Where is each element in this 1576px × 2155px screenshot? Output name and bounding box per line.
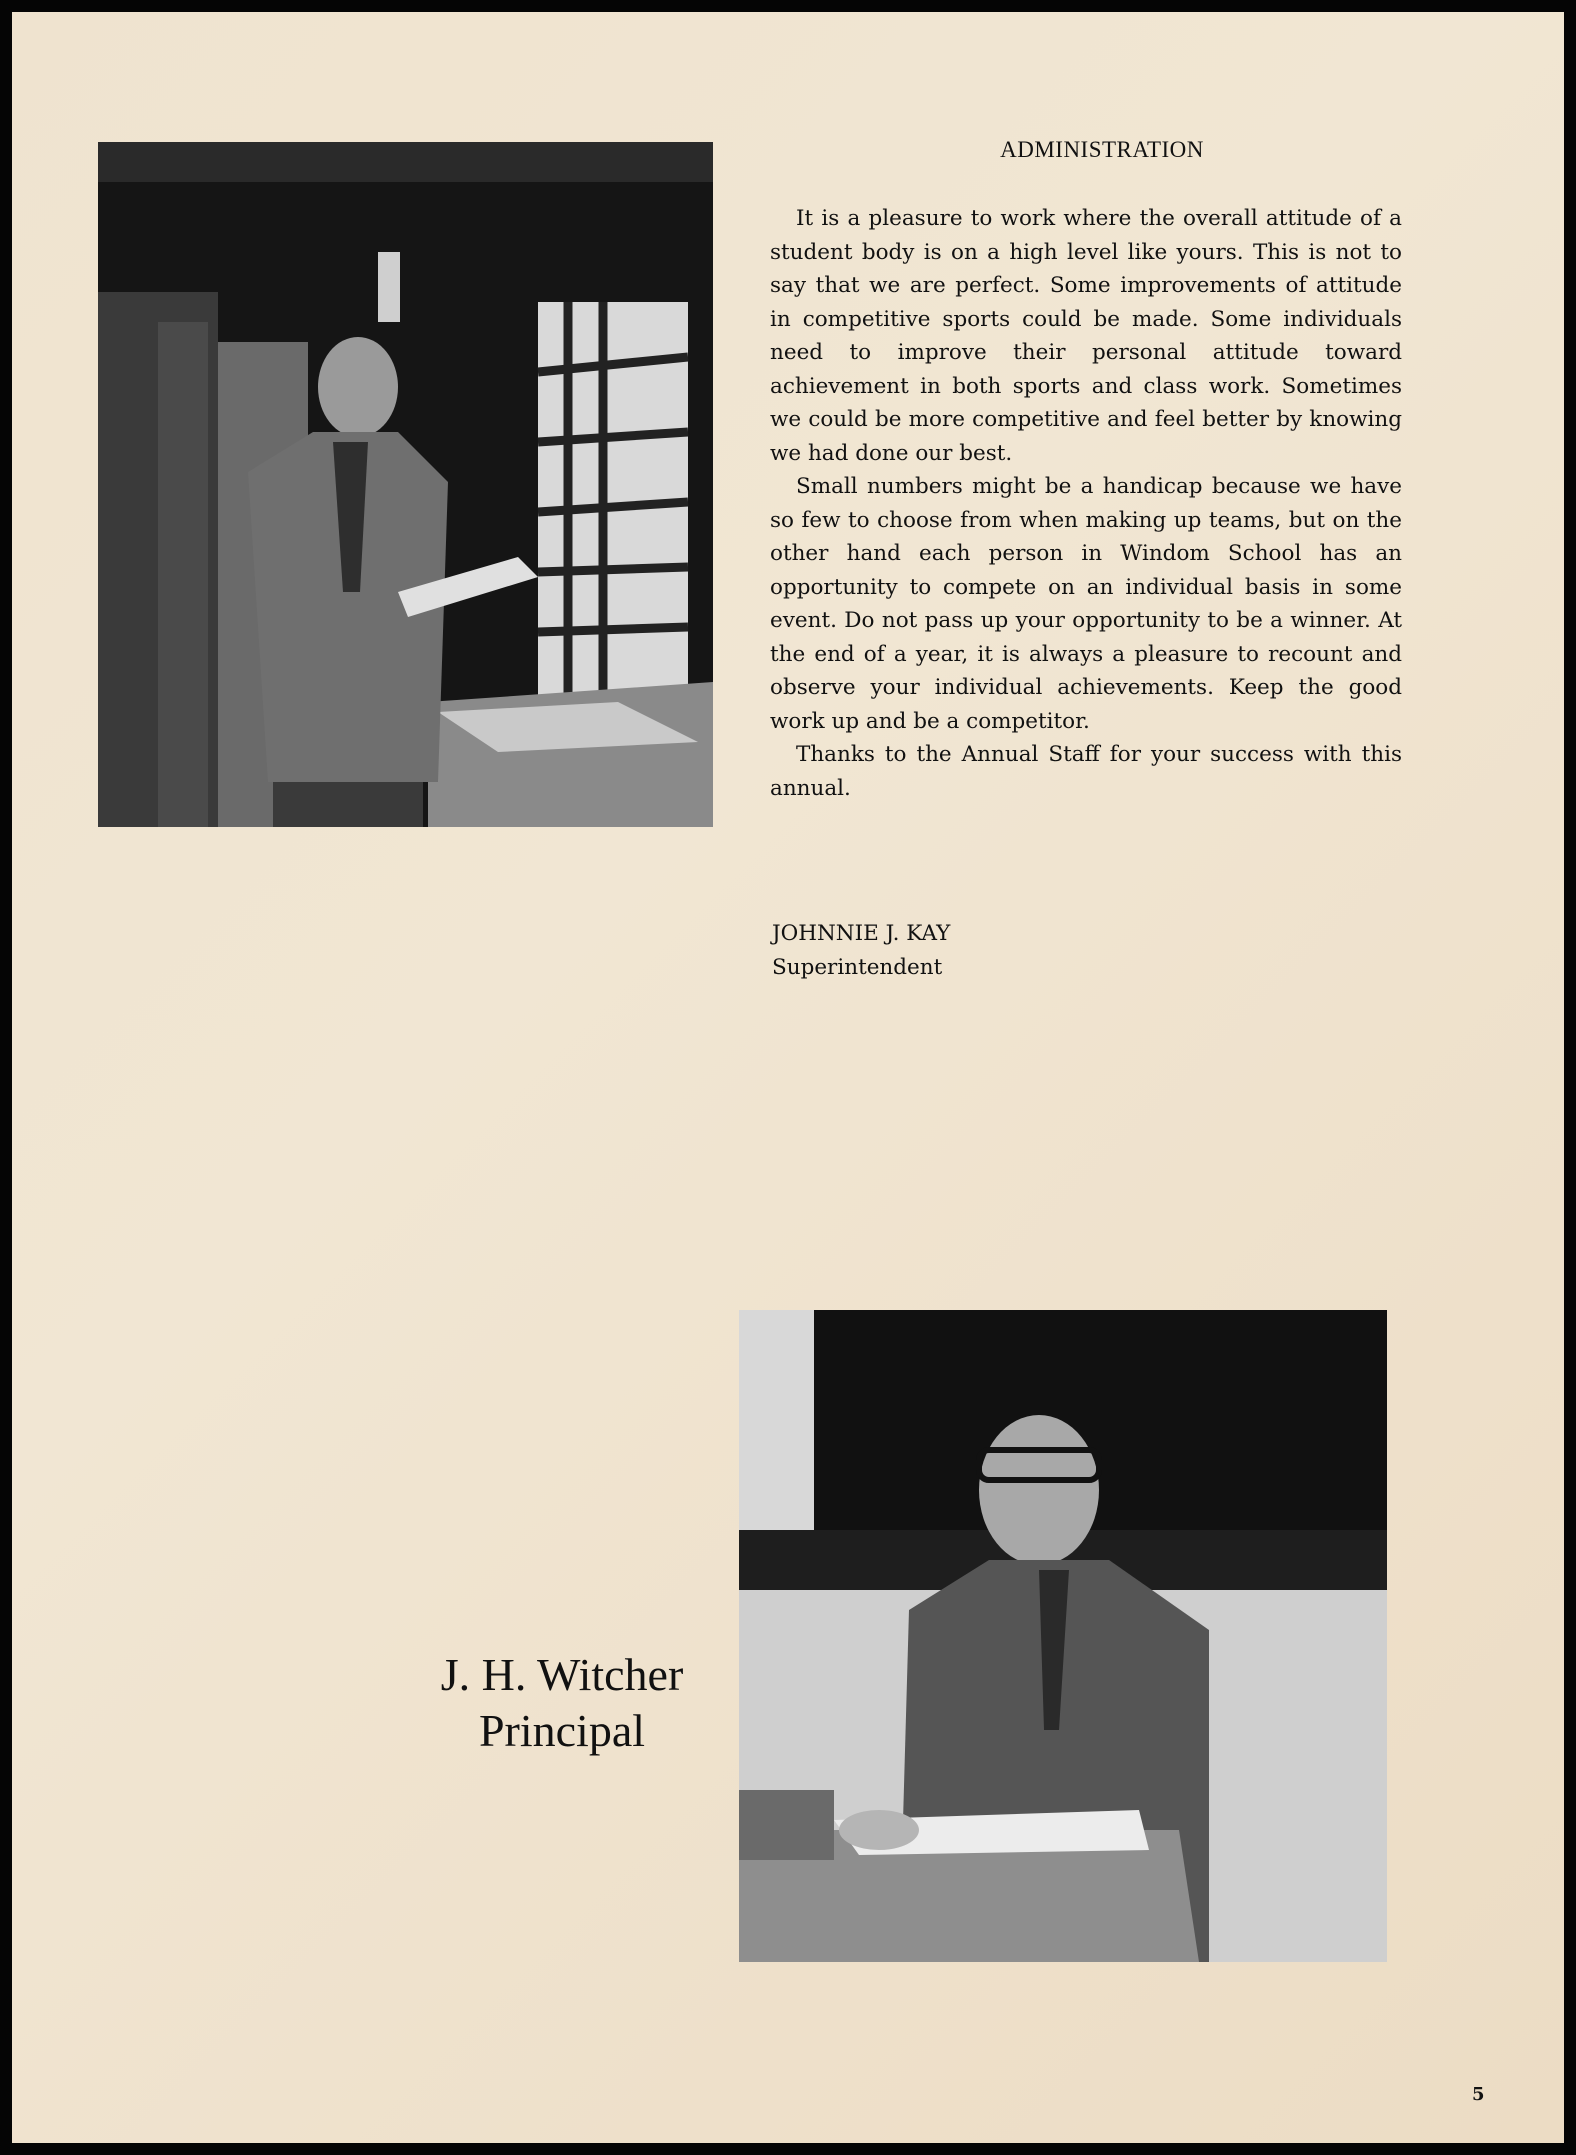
principal-title: Principal bbox=[478, 1705, 646, 1756]
signature-name: JOHNNIE J. KAY bbox=[772, 921, 951, 946]
principal-photo-graphic bbox=[739, 1310, 1387, 1962]
superintendent-letter bbox=[770, 202, 1402, 805]
section-heading: ADMINISTRATION bbox=[1000, 137, 1204, 162]
superintendent-photo-graphic bbox=[98, 142, 713, 827]
signature-title: Superintendent bbox=[772, 955, 943, 980]
principal-name: J. H. Witcher bbox=[440, 1649, 684, 1700]
yearbook-page bbox=[12, 12, 1564, 2143]
letter-paragraph: Small numbers might be a handicap because we have so few to choose from when making up teams, but on the other hand each person in Windom School has an opportunity to compete on an individual basis in some event. Do not pass up your opportunity to be a winner. At the end of a year, it is always a pleasure to recount and observe your individual achievements. Keep the good work up and be a competitor. bbox=[770, 474, 1402, 734]
principal-photo bbox=[739, 1310, 1387, 1962]
principal-caption bbox=[392, 1647, 732, 1759]
letter-paragraph: Thanks to the Annual Staff for your success with this annual. bbox=[770, 742, 1402, 801]
signature-block bbox=[772, 917, 950, 985]
superintendent-photo bbox=[98, 142, 713, 827]
page-number: 5 bbox=[1472, 2084, 1485, 2105]
letter-paragraph: It is a pleasure to work where the overall attitude of a student body is on a high level like yours. This is not to say that we are perfect. Some improvements of attitude in competitive sports could be made. Some individuals need to improve their personal attitude toward achievement in both sports and class work. Sometimes we could be more competitive and feel better by knowing we had done our best. bbox=[770, 206, 1402, 466]
